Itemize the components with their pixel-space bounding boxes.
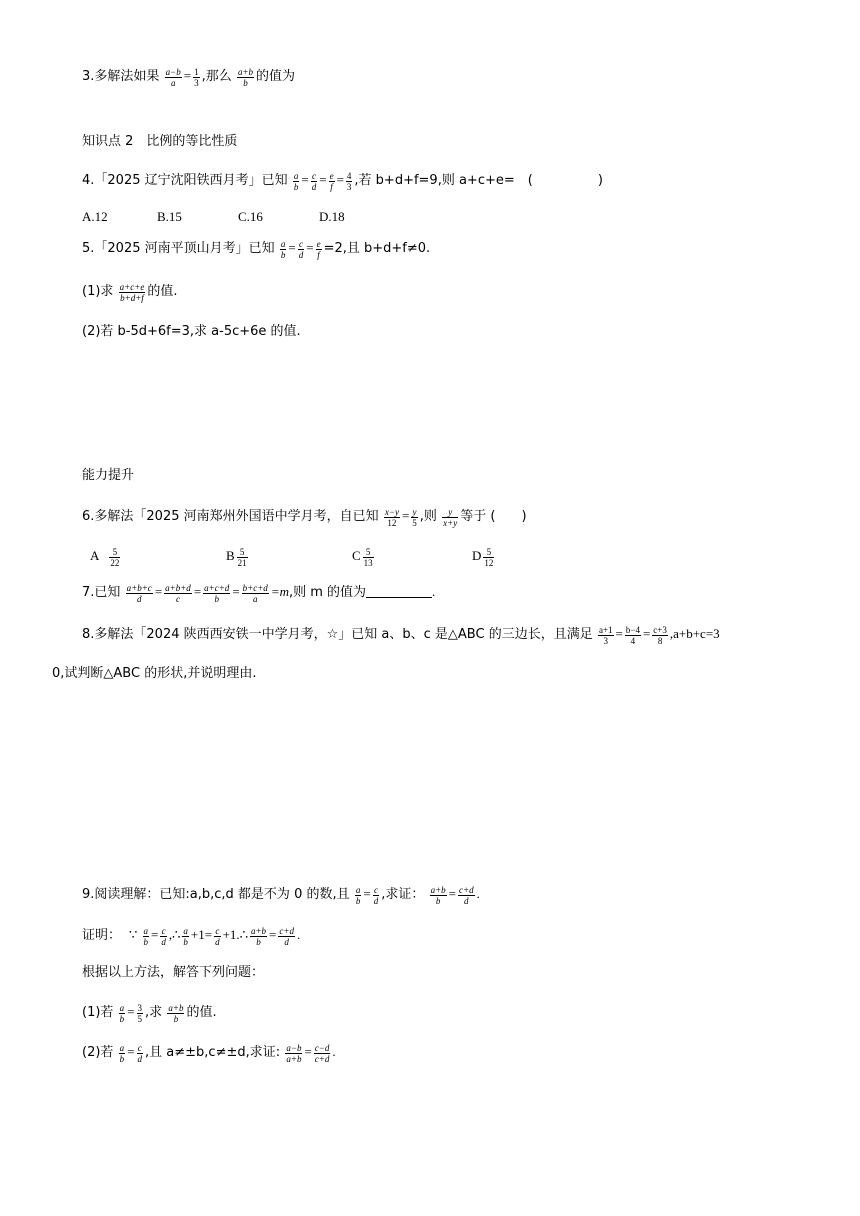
fraction: $\frac{a}{b}$	[355, 884, 361, 906]
fraction: $\frac{a-b}{a+b}$	[286, 1042, 302, 1064]
fraction: $\frac{b+c+d}{a}$	[242, 582, 268, 604]
proof-line: 证明： ∵ $\frac{a}{b}$ = $\frac{c}{d}$ ,∴ $\frac{a}{b}$ +1= $\frac{c}{d}$ +1.∴ $\frac{a+b}{b}$ = $\frac{c+d}{d}$ .	[82, 925, 301, 947]
q6-label: 6.多解法「2025 河南郑州外国语中学月考，自已知	[82, 509, 379, 524]
fraction: $\frac{y}{x+y}$	[443, 506, 458, 528]
fraction: $\frac{c}{d}$	[373, 884, 379, 906]
fraction: $\frac{5}{21}$	[237, 546, 247, 568]
question-4: 4.「2025 辽宁沈阳铁西月考」已知 $\frac{a}{b}$ = $\frac{c}{d}$ = $\frac{e}{f}$ = $\frac{4}{3}$ ,若 b+d+f=9,则 a+c+e= ( )	[82, 170, 603, 192]
fraction: $\frac{c}{d}$	[298, 238, 304, 260]
fraction: $\frac{c}{d}$	[161, 925, 166, 947]
fraction: $\frac{e}{f}$	[316, 238, 321, 260]
q4-label: 4.「2025 辽宁沈阳铁西月考」已知	[82, 173, 288, 188]
fraction: $\frac{e}{f}$	[329, 170, 334, 192]
q4-option-c: C.16	[238, 209, 263, 224]
q4-option-d: D.18	[319, 209, 345, 224]
fraction: $\frac{c+d}{d}$	[279, 925, 294, 947]
fraction: $\frac{a+b+d}{c}$	[165, 582, 191, 604]
fraction: $\frac{a-b}{a}$	[165, 66, 181, 88]
question-6: 6.多解法「2025 河南郑州外国语中学月考，自已知 $\frac{x-y}{12}$ = $\frac{y}{5}$ ,则 $\frac{y}{x+y}$ 等于 ( )	[82, 506, 527, 528]
question-3: 3.多解法如果 $\frac{a-b}{a}$ = $\frac{1}{3}$ ,那么 $\frac{a+b}{b}$ 的值为	[82, 66, 296, 88]
fraction: $\frac{a+c+d}{b}$	[204, 582, 230, 604]
question-5-part-2: (2)若 b-5d+6f=3,求 a-5c+6e 的值.	[82, 324, 301, 339]
section-heading: 能力提升	[82, 468, 135, 483]
q6-option-a: A $\frac{5}{22}$	[90, 546, 120, 568]
fraction: $\frac{c}{d}$	[137, 1042, 143, 1064]
fraction: $\frac{4}{3}$	[346, 170, 352, 192]
fraction: $\frac{a+b+c}{d}$	[126, 582, 152, 604]
q6-option-d: D $\frac{5}{12}$	[472, 546, 494, 568]
answer-blank[interactable]	[366, 583, 432, 598]
fraction: $\frac{a+b}{b}$	[430, 884, 446, 906]
fraction: $\frac{c}{d}$	[311, 170, 317, 192]
fraction: $\frac{b-4}{4}$	[625, 624, 640, 646]
fraction: $\frac{1}{3}$	[194, 66, 199, 88]
fraction: $\frac{a}{b}$	[293, 170, 299, 192]
question-5: 5.「2025 河南平顶山月考」已知 $\frac{a}{b}$ = $\frac{c}{d}$ = $\frac{e}{f}$ =2,且 b+d+f≠0.	[82, 238, 431, 260]
q3-label: 3.多解法如果	[82, 69, 160, 84]
question-5-part-1: (1)求 $\frac{a+c+e}{b+d+f}$ 的值.	[82, 281, 178, 303]
fraction: $\frac{a+b}{b}$	[250, 925, 267, 947]
fraction: $\frac{5}{12}$	[484, 546, 494, 568]
section-heading: 知识点 2 比例的等比性质	[82, 134, 238, 149]
question-8: 8.多解法「2024 陕西西安铁一中学月考，☆」已知 a、b、c 是△ABC 的三边长，且满足 $\frac{a+1}{3}$ = $\frac{b-4}{4}$ = $\frac{c+3}{8}$ ,a+b+c=3	[82, 624, 720, 646]
question-9-part-1: (1)若 $\frac{a}{b}$ = $\frac{3}{5}$ ,求 $\frac{a+b}{b}$ 的值.	[82, 1002, 217, 1024]
fraction: $\frac{a}{b}$	[280, 238, 286, 260]
fraction: $\frac{a}{b}$	[119, 1042, 125, 1064]
q6-option-b: B $\frac{5}{21}$	[226, 546, 247, 568]
fraction: $\frac{a+b}{b}$	[237, 66, 254, 88]
fraction: $\frac{a}{b}$	[119, 1002, 125, 1024]
instruction-text: 根据以上方法，解答下列问题：	[82, 965, 265, 980]
fraction: $\frac{c}{d}$	[215, 925, 220, 947]
fraction: $\frac{5}{22}$	[110, 546, 120, 568]
fraction: $\frac{a+c+e}{b+d+f}$	[119, 281, 145, 303]
fraction: $\frac{c+3}{8}$	[653, 624, 667, 646]
fraction: $\frac{a+1}{3}$	[598, 624, 613, 646]
q6-option-c: C $\frac{5}{13}$	[352, 546, 373, 568]
question-9: 9.阅读理解：已知:a,b,c,d 都是不为 0 的数,且 $\frac{a}{b}$ = $\frac{c}{d}$ ,求证： $\frac{a+b}{b}$ = $\frac{c+d}{d}$ .	[82, 884, 480, 906]
fraction: $\frac{c-d}{c+d}$	[314, 1042, 330, 1064]
fraction: $\frac{5}{13}$	[363, 546, 373, 568]
q4-option-a: A.12	[82, 209, 108, 224]
fraction: $\frac{x-y}{12}$	[384, 506, 399, 528]
fraction: $\frac{c+d}{d}$	[459, 884, 474, 906]
q4-option-b: B.15	[157, 209, 182, 224]
fraction: $\frac{3}{5}$	[137, 1002, 143, 1024]
q5-label: 5.「2025 河南平顶山月考」已知	[82, 241, 275, 256]
question-7: 7.已知 $\frac{a+b+c}{d}$ = $\frac{a+b+d}{c}$ = $\frac{a+c+d}{b}$ = $\frac{b+c+d}{a}$ =m,则 m 的值为 .	[82, 582, 436, 604]
fraction: $\frac{a}{b}$	[143, 925, 149, 947]
fraction: $\frac{a}{b}$	[183, 925, 188, 947]
question-8-continued: 0,试判断△ABC 的形状,并说明理由.	[52, 666, 257, 681]
question-9-part-2: (2)若 $\frac{a}{b}$ = $\frac{c}{d}$ ,且 a≠±b,c≠±d,求证: $\frac{a-b}{a+b}$ = $\frac{c-d}{c+d}$ .	[82, 1042, 336, 1064]
fraction: $\frac{a+b}{b}$	[168, 1002, 184, 1024]
fraction: $\frac{y}{5}$	[412, 506, 417, 528]
